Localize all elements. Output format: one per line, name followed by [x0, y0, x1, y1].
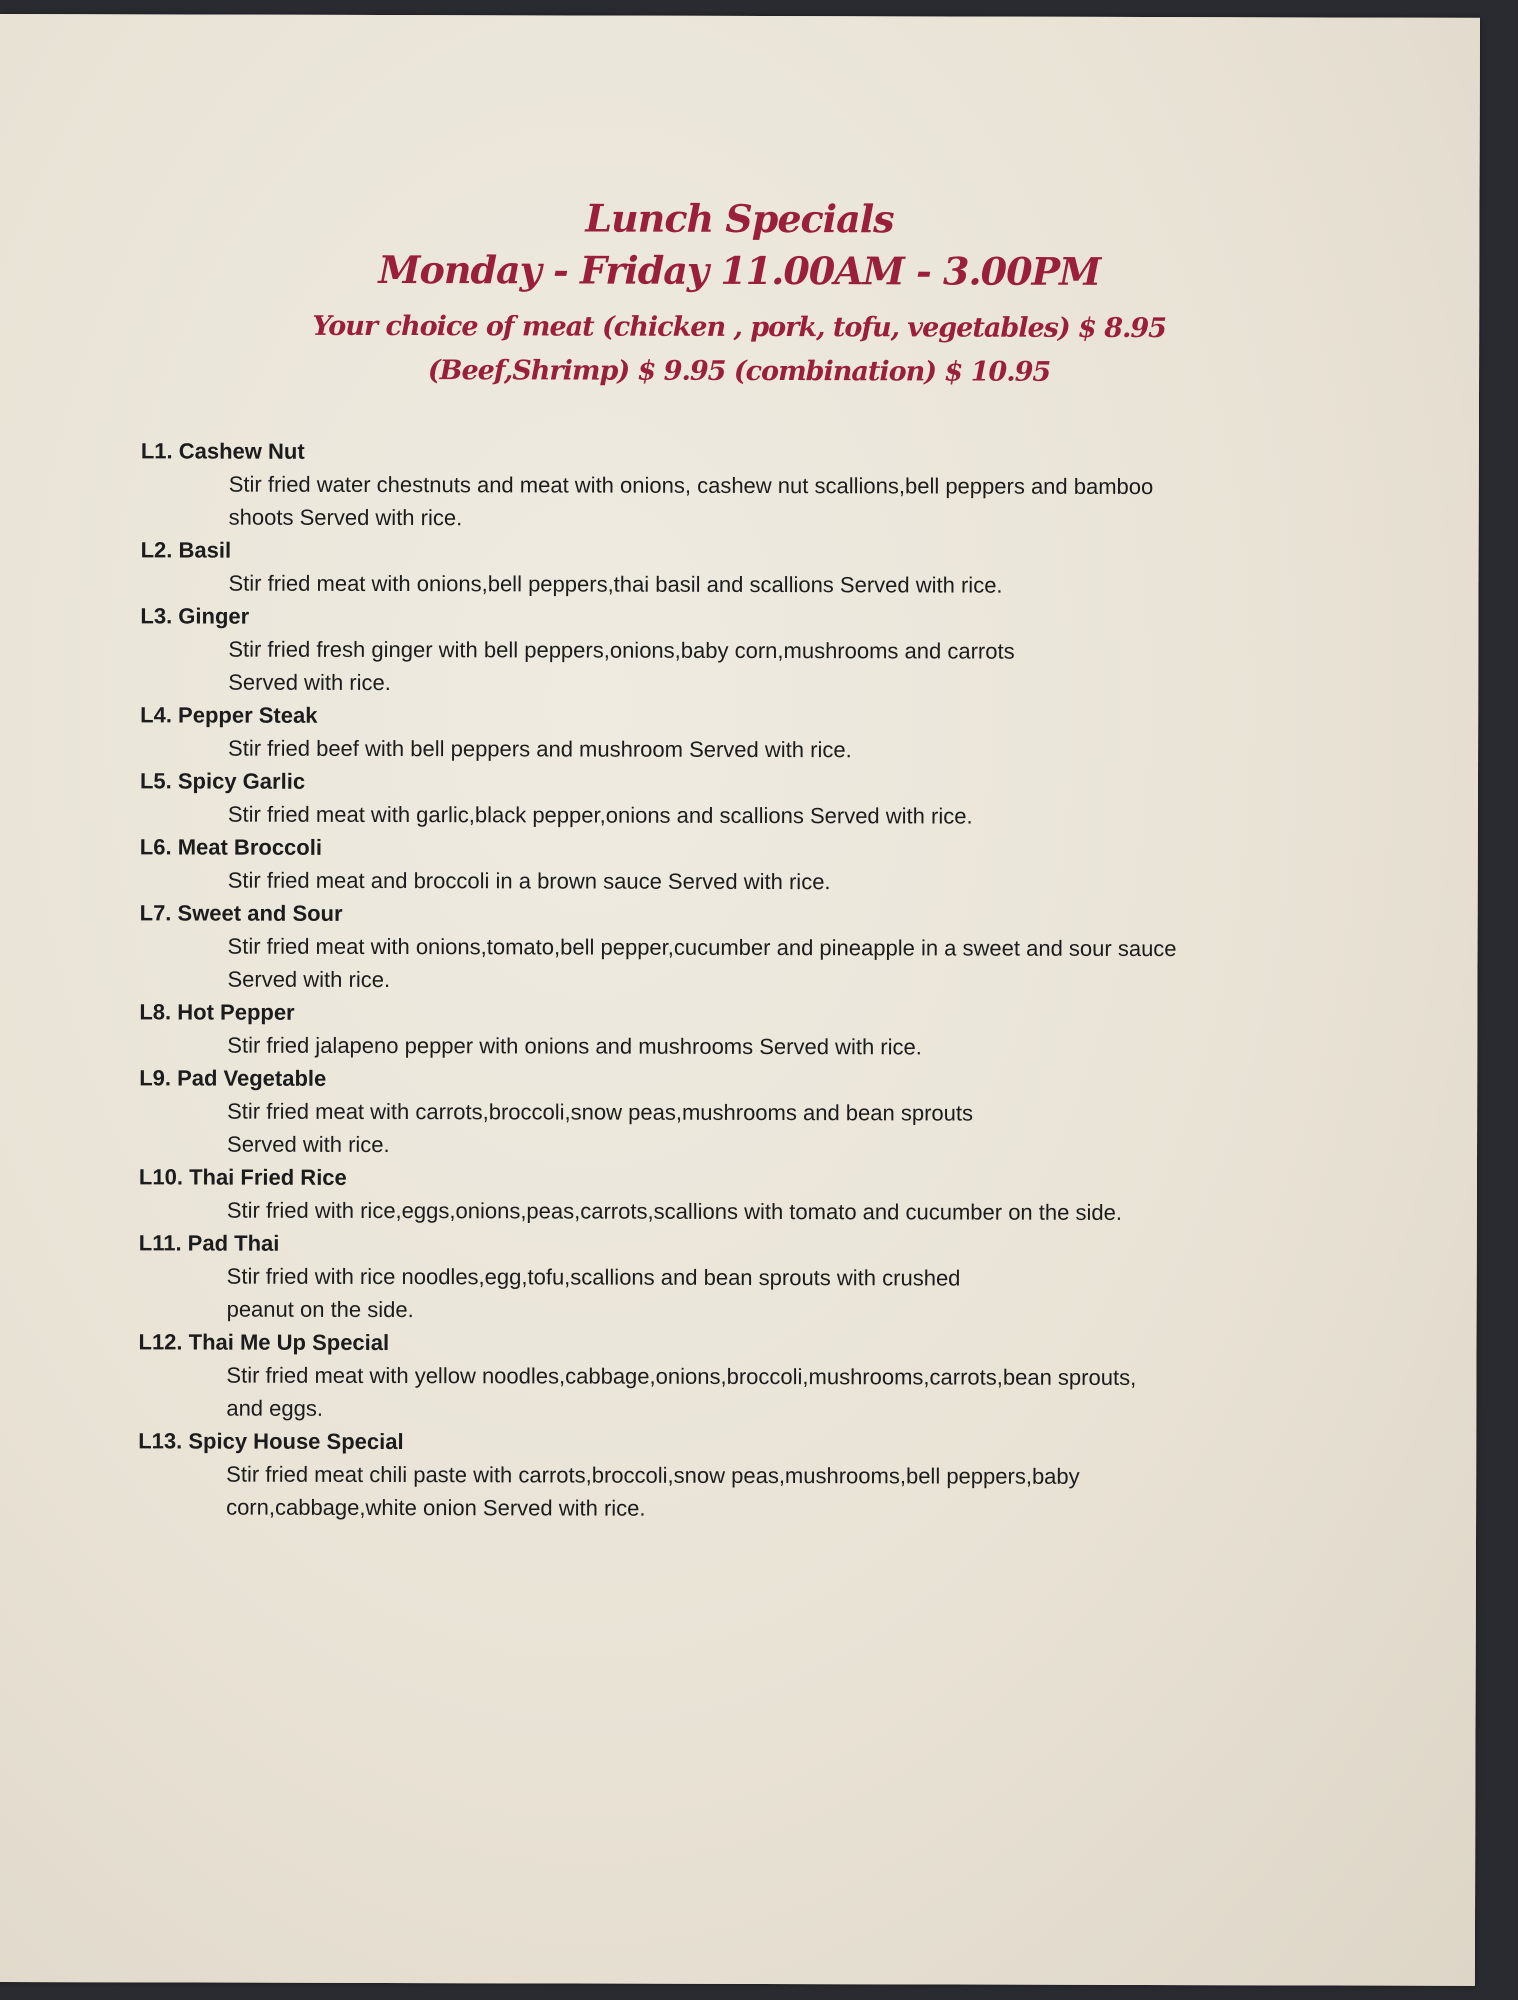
menu-list: [138, 434, 1371, 1526]
menu-item: [138, 1325, 1368, 1427]
menu-title: Lunch Specials: [585, 195, 894, 242]
item-name: L7. Sweet and Sour: [139, 900, 343, 926]
item-name: L3. Ginger: [140, 603, 250, 629]
price-line-1: Your choice of meat (chicken , pork, tofu, vegetables) $ 8.95: [312, 310, 1167, 345]
menu-item: [140, 830, 1370, 899]
days-hours: Monday - Friday 11.00AM - 3.00PM: [378, 246, 1101, 294]
item-description: Stir fried beef with bell peppers and mushroom Served with rice.: [228, 735, 852, 763]
item-description: Stir fried fresh ginger with bell peppers,onions,baby corn,mushrooms and carrots Served with rice.: [228, 636, 1015, 696]
item-description: Stir fried meat with onions,bell peppers,thai basil and scallions Served with rice.: [228, 570, 1003, 598]
menu-item: [141, 434, 1371, 536]
item-name: L1. Cashew Nut: [140, 438, 305, 464]
menu-item: [140, 533, 1370, 602]
menu-item: [139, 995, 1369, 1064]
item-name: L4. Pepper Steak: [140, 702, 318, 728]
menu-item: [139, 896, 1369, 998]
menu-item: [140, 698, 1370, 767]
item-description: Stir fried water chestnuts and meat with onions, cashew nut scallions,bell peppers and bamboo shoots Served with rice.: [228, 471, 1154, 531]
menu-item: [139, 1226, 1369, 1328]
price-line-2: (Beef,Shrimp) $ 9.95 (combination) $ 10.95: [427, 355, 1051, 388]
menu-item: [139, 1160, 1369, 1229]
menu-sheet: [0, 14, 1480, 1986]
item-name: L2. Basil: [140, 537, 232, 563]
item-name: L6. Meat Broccoli: [139, 834, 323, 860]
item-description: Stir fried meat and broccoli in a brown sauce Served with rice.: [227, 867, 831, 895]
item-description: Stir fried meat chili paste with carrots,broccoli,snow peas,mushrooms,bell peppers,baby corn,cabbage,white onion Served with rice.: [226, 1461, 1080, 1521]
item-name: L11. Pad Thai: [138, 1230, 280, 1256]
item-description: Stir fried meat with onions,tomato,bell pepper,cucumber and pineapple in a sweet and sour sauce Served with rice.: [227, 933, 1177, 993]
item-name: L5. Spicy Garlic: [139, 768, 306, 794]
menu-item: [140, 764, 1370, 833]
item-description: Stir fried with rice,eggs,onions,peas,carrots,scallions with tomato and cucumber on the side.: [226, 1197, 1123, 1225]
item-name: L8. Hot Pepper: [139, 999, 295, 1025]
item-description: Stir fried jalapeno pepper with onions and mushrooms Served with rice.: [227, 1032, 922, 1060]
item-description: Stir fried meat with carrots,broccoli,snow peas,mushrooms and bean sprouts Served with rice.: [227, 1098, 974, 1158]
item-description: Stir fried meat with garlic,black pepper,onions and scallions Served with rice.: [227, 801, 973, 829]
menu-item: [138, 1424, 1368, 1526]
item-name: L13. Spicy House Special: [138, 1428, 404, 1455]
item-name: L9. Pad Vegetable: [139, 1065, 327, 1091]
menu-item: [139, 1061, 1369, 1163]
item-description: Stir fried meat with yellow noodles,cabbage,onions,broccoli,mushrooms,carrots,bean sprouts, and eggs.: [226, 1362, 1137, 1421]
menu-item: [140, 599, 1370, 701]
item-description: Stir fried with rice noodles,egg,tofu,scallions and bean sprouts with crushed peanut on the side.: [226, 1263, 961, 1323]
item-name: L12. Thai Me Up Special: [138, 1329, 390, 1356]
item-name: L10. Thai Fried Rice: [138, 1164, 347, 1190]
